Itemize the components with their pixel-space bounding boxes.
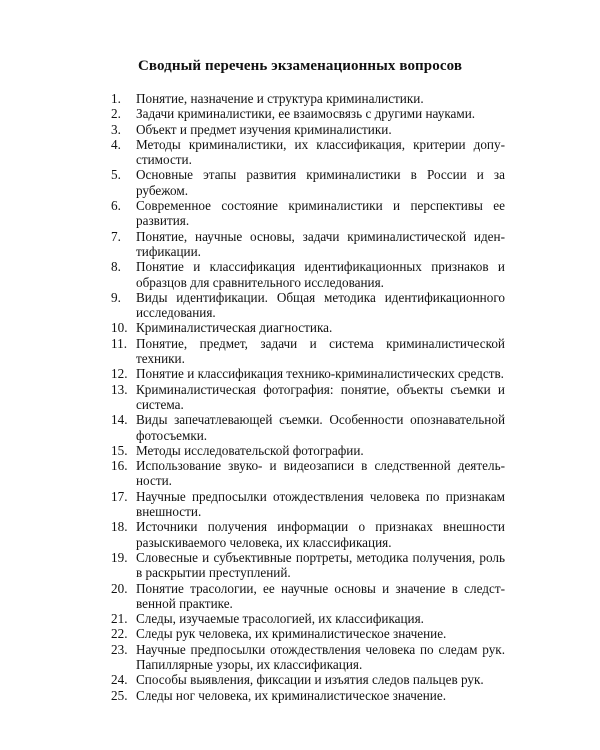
- list-item: [111, 106, 505, 121]
- question-number: 16.: [111, 458, 128, 474]
- question-number: 15.: [111, 442, 128, 458]
- question-list: [111, 91, 505, 703]
- page-title: Сводный перечень экзаменационных вопросов: [137, 58, 463, 74]
- question-text: Использование звуко- и видеозаписи в следственной деятельности.: [136, 458, 505, 489]
- question-text: Криминалистическая диагностика.: [136, 320, 333, 336]
- question-text: Понятие и классификация идентификационных признаков и образцов для сравнительного исследования.: [136, 259, 505, 290]
- list-item: [111, 443, 505, 458]
- question-number: 11.: [111, 335, 127, 351]
- list-item: [111, 412, 505, 443]
- list-item: [111, 336, 505, 367]
- list-item: [111, 198, 505, 229]
- question-text: Научные предпосылки отождествления человека по признакам внешности.: [136, 488, 505, 520]
- question-text: Следы ног человека, их криминалистическое значение.: [136, 687, 446, 703]
- question-number: 2.: [111, 106, 121, 122]
- question-number: 8.: [111, 259, 121, 275]
- question-text: Современное состояние криминалистики и перспективы ее развития.: [136, 198, 505, 229]
- question-number: 17.: [111, 488, 128, 504]
- question-text: Источники получения информации о признаках внешности разыскиваемого человека, их классификация.: [136, 519, 505, 550]
- question-number: 25.: [111, 687, 128, 703]
- question-text: Методы криминалистики, их классификация, критерии допустимости.: [136, 136, 505, 168]
- list-item: [111, 642, 505, 673]
- question-text: Объект и предмет изучения криминалистики.: [136, 121, 392, 137]
- list-item: [111, 550, 505, 581]
- question-text: Понятие, предмет, задачи и система криминалистической техники.: [136, 335, 505, 367]
- list-item: [111, 91, 505, 106]
- list-item: [111, 167, 505, 198]
- question-number: 20.: [111, 580, 128, 596]
- list-item: [111, 458, 505, 489]
- list-item: [111, 229, 505, 260]
- list-item: [111, 489, 505, 520]
- question-text: Методы исследовательской фотографии.: [136, 442, 364, 458]
- question-text: Следы рук человека, их криминалистическое значение.: [136, 626, 447, 642]
- list-item: [111, 137, 505, 168]
- question-text: Понятие трасологии, ее научные основы и значение в следственной практике.: [136, 580, 505, 611]
- question-number: 24.: [111, 672, 128, 688]
- question-number: 12.: [111, 366, 128, 382]
- list-item: [111, 290, 505, 321]
- list-item: [111, 122, 505, 137]
- question-number: 6.: [111, 198, 121, 214]
- question-number: 1.: [111, 91, 121, 106]
- question-number: 22.: [111, 626, 128, 642]
- list-item: [111, 320, 505, 335]
- question-number: 4.: [111, 136, 121, 152]
- question-text: Следы, изучаемые трасологией, их классификация.: [136, 611, 424, 627]
- question-number: 9.: [111, 289, 121, 305]
- question-text: Виды идентификации. Общая методика идентификационного исследования.: [136, 289, 505, 321]
- list-item: [111, 688, 505, 703]
- question-text: Задачи криминалистики, ее взаимосвязь с другими науками.: [136, 106, 476, 122]
- question-text: Словесные и субъективные портреты, методика получения, роль в раскрытии преступлений.: [136, 549, 505, 581]
- question-number: 21.: [111, 611, 128, 627]
- question-number: 18.: [111, 519, 128, 535]
- list-item: [111, 366, 505, 381]
- question-text: Понятие, назначение и структура криминалистики.: [136, 91, 424, 106]
- question-text: Основные этапы развития криминалистики в России и за рубежом.: [136, 167, 505, 198]
- question-text: Научные предпосылки отождествления человека по следам рук. Папиллярные узоры, их классификация.: [136, 641, 505, 672]
- list-item: [111, 581, 505, 612]
- question-text: Криминалистическая фотография: понятие, объекты съемки и система.: [136, 381, 505, 412]
- question-text: Понятие и классификация технико-криминалистических средств.: [136, 366, 504, 382]
- question-number: 10.: [111, 320, 128, 336]
- question-number: 19.: [111, 549, 128, 565]
- question-number: 3.: [111, 121, 121, 137]
- question-number: 23.: [111, 641, 128, 657]
- list-item: [111, 672, 505, 687]
- list-item: [111, 611, 505, 626]
- question-text: Виды запечатлевающей съемки. Особенности опознавательной фотосъемки.: [136, 412, 505, 443]
- question-text: Способы выявления, фиксации и изъятия следов пальцев рук.: [136, 672, 484, 688]
- question-number: 13.: [111, 381, 128, 397]
- list-item: [111, 259, 505, 290]
- list-item: [111, 626, 505, 641]
- question-number: 14.: [111, 412, 128, 428]
- question-number: 7.: [111, 228, 121, 244]
- list-item: [111, 519, 505, 550]
- list-item: [111, 382, 505, 413]
- question-number: 5.: [111, 167, 121, 183]
- question-text: Понятие, научные основы, задачи криминалистической идентификации.: [136, 228, 505, 259]
